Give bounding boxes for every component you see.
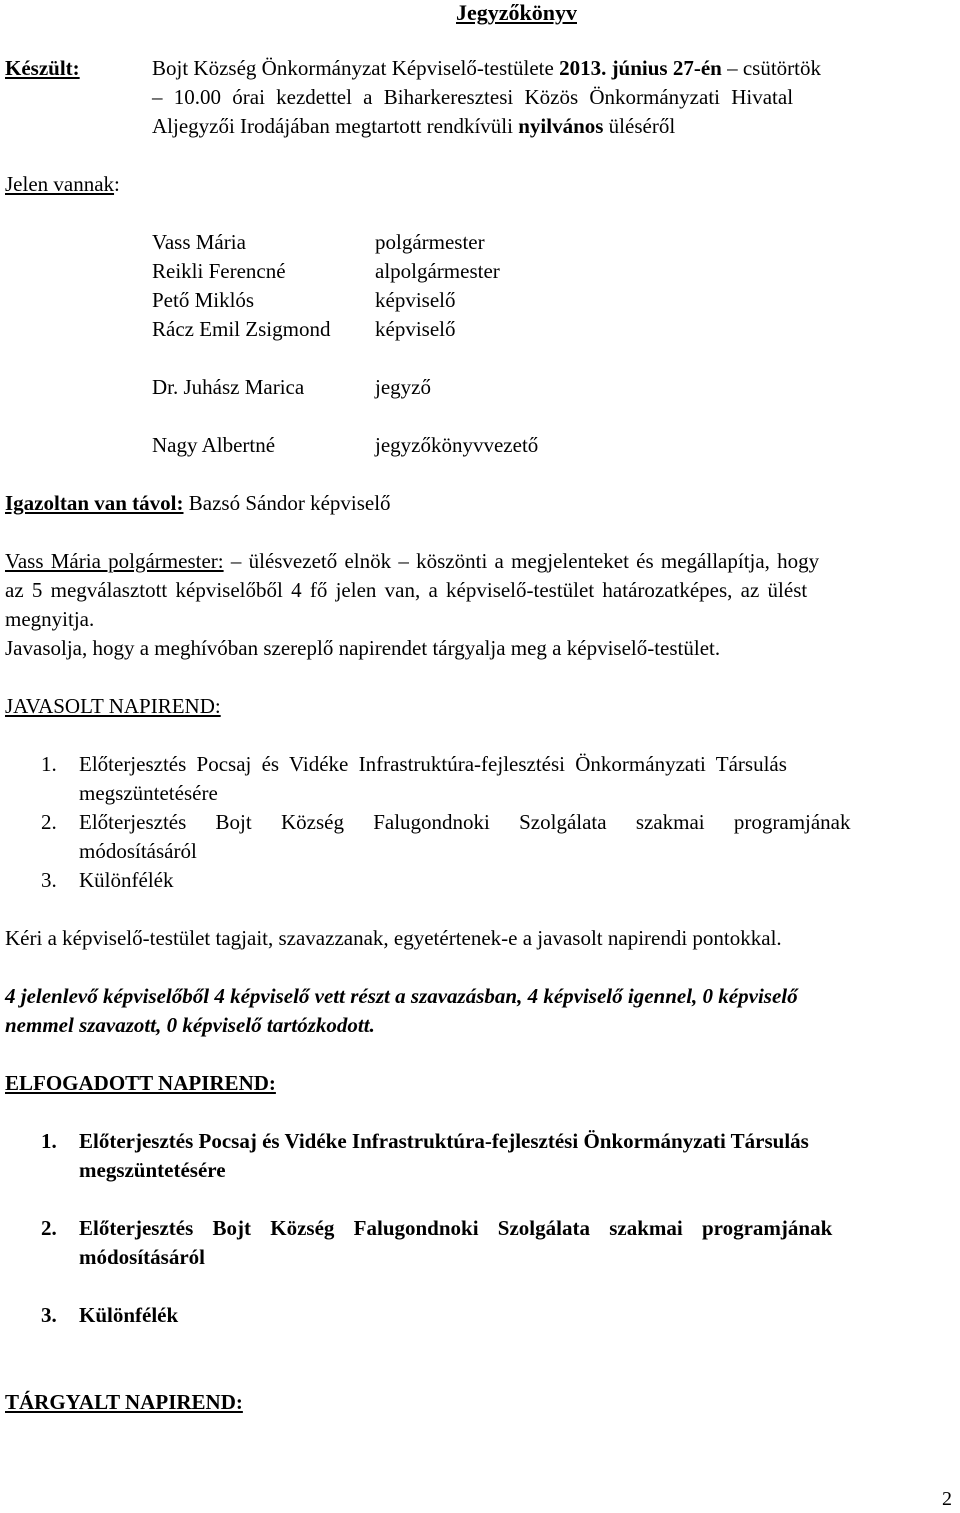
vote-result-line-2: nemmel szavazott, 0 képviselő tartózkodott. (5, 1013, 375, 1037)
vote-request: Kéri a képviselő-testület tagjait, szavazzanak, egyetértenek-e a javasolt napirendi pontokkal. (5, 926, 782, 950)
keszult-line-2: – 10.00 órai kezdettel a Biharkeresztesi Közös Önkormányzati Hivatal (152, 85, 794, 109)
opening-line-1 (5, 549, 819, 574)
attendee-role: polgármester (375, 230, 485, 254)
attendee-name: Dr. Juhász Marica (152, 375, 305, 399)
proposal-text: Javasolja, hogy a meghívóban szereplő napirendet tárgyalja meg a képviselő-testület. (5, 636, 721, 660)
present-label (5, 172, 120, 197)
accepted-item-text-cont: módosításáról (79, 1245, 205, 1269)
chair-speaker: Vass Mária polgármester: (5, 549, 224, 573)
accepted-item-number: 3. (41, 1303, 57, 1327)
proposed-item-text-cont: megszüntetésére (79, 781, 218, 805)
keszult-text-3a: Aljegyzői Irodájában megtartott rendkívüli (152, 114, 519, 138)
keszult-line-3 (152, 114, 675, 139)
proposed-heading: JAVASOLT NAPIREND: (5, 694, 221, 718)
present-label-colon: : (114, 172, 120, 196)
proposed-item-number: 2. (41, 810, 57, 834)
proposed-item-number: 1. (41, 752, 57, 776)
accepted-item-text: Előterjesztés Pocsaj és Vidéke Infrastruktúra-fejlesztési Önkormányzati Társulás (79, 1129, 809, 1153)
attendee-name: Vass Mária (152, 230, 246, 254)
opening-line-2: az 5 megválasztott képviselőből 4 fő jelen van, a képviselő-testület határozatképes, az ülést (5, 578, 808, 602)
attendee-name: Pető Miklós (152, 288, 255, 312)
attendee-role: jegyző (375, 375, 431, 399)
page-number: 2 (942, 1488, 952, 1510)
absent-label: Igazoltan van távol: (5, 491, 184, 515)
attendee-role: alpolgármester (375, 259, 500, 283)
proposed-item-text: Előterjesztés Bojt Község Falugondnoki Szolgálata szakmai programjának (79, 810, 851, 834)
accepted-item-number: 1. (41, 1129, 57, 1153)
keszult-line-1 (152, 56, 821, 81)
document-title: Jegyzőkönyv (456, 0, 577, 25)
accepted-item-text: Előterjesztés Bojt Község Falugondnoki Szolgálata szakmai programjának (79, 1216, 833, 1240)
keszult-text-3c: üléséről (603, 114, 676, 138)
accepted-item-text: Különfélék (79, 1303, 179, 1327)
keszult-text-c: – csütörtök (721, 56, 821, 80)
opening-line-3: megnyitja. (5, 607, 95, 631)
proposed-item-text-cont: módosításáról (79, 839, 197, 863)
keszult-text-a: Bojt Község Önkormányzat Képviselő-testülete (152, 56, 560, 80)
accepted-item-text-cont: megszüntetésére (79, 1158, 226, 1182)
opening-text-1: – ülésvezető elnök – köszönti a megjelenteket és megállapítja, hogy (223, 549, 820, 573)
meeting-date: 2013. június 27-én (559, 56, 722, 80)
absent-person: Bazsó Sándor képviselő (183, 491, 391, 515)
accepted-item-number: 2. (41, 1216, 57, 1240)
attendee-name: Reikli Ferencné (152, 259, 286, 283)
attendee-name: Nagy Albertné (152, 433, 276, 457)
present-label-text: Jelen vannak (5, 172, 115, 196)
accepted-heading: ELFOGADOTT NAPIREND: (5, 1071, 276, 1095)
meeting-public: nyilvános (518, 114, 604, 138)
attendee-name: Rácz Emil Zsigmond (152, 317, 331, 341)
proposed-item-text: Előterjesztés Pocsaj és Vidéke Infrastruktúra-fejlesztési Önkormányzati Társulás (79, 752, 787, 776)
discussed-heading: TÁRGYALT NAPIREND: (5, 1390, 243, 1414)
vote-result-line-1: 4 jelenlevő képviselőből 4 képviselő vett részt a szavazásban, 4 képviselő igennel, 0 képviselő (5, 984, 798, 1008)
absent-line (5, 491, 391, 516)
attendee-role: képviselő (375, 288, 456, 312)
keszult-label: Készült: (5, 56, 80, 80)
attendee-role: képviselő (375, 317, 456, 341)
proposed-item-number: 3. (41, 868, 57, 892)
attendee-role: jegyzőkönyvvezető (375, 433, 539, 457)
proposed-item-text: Különfélék (79, 868, 174, 892)
